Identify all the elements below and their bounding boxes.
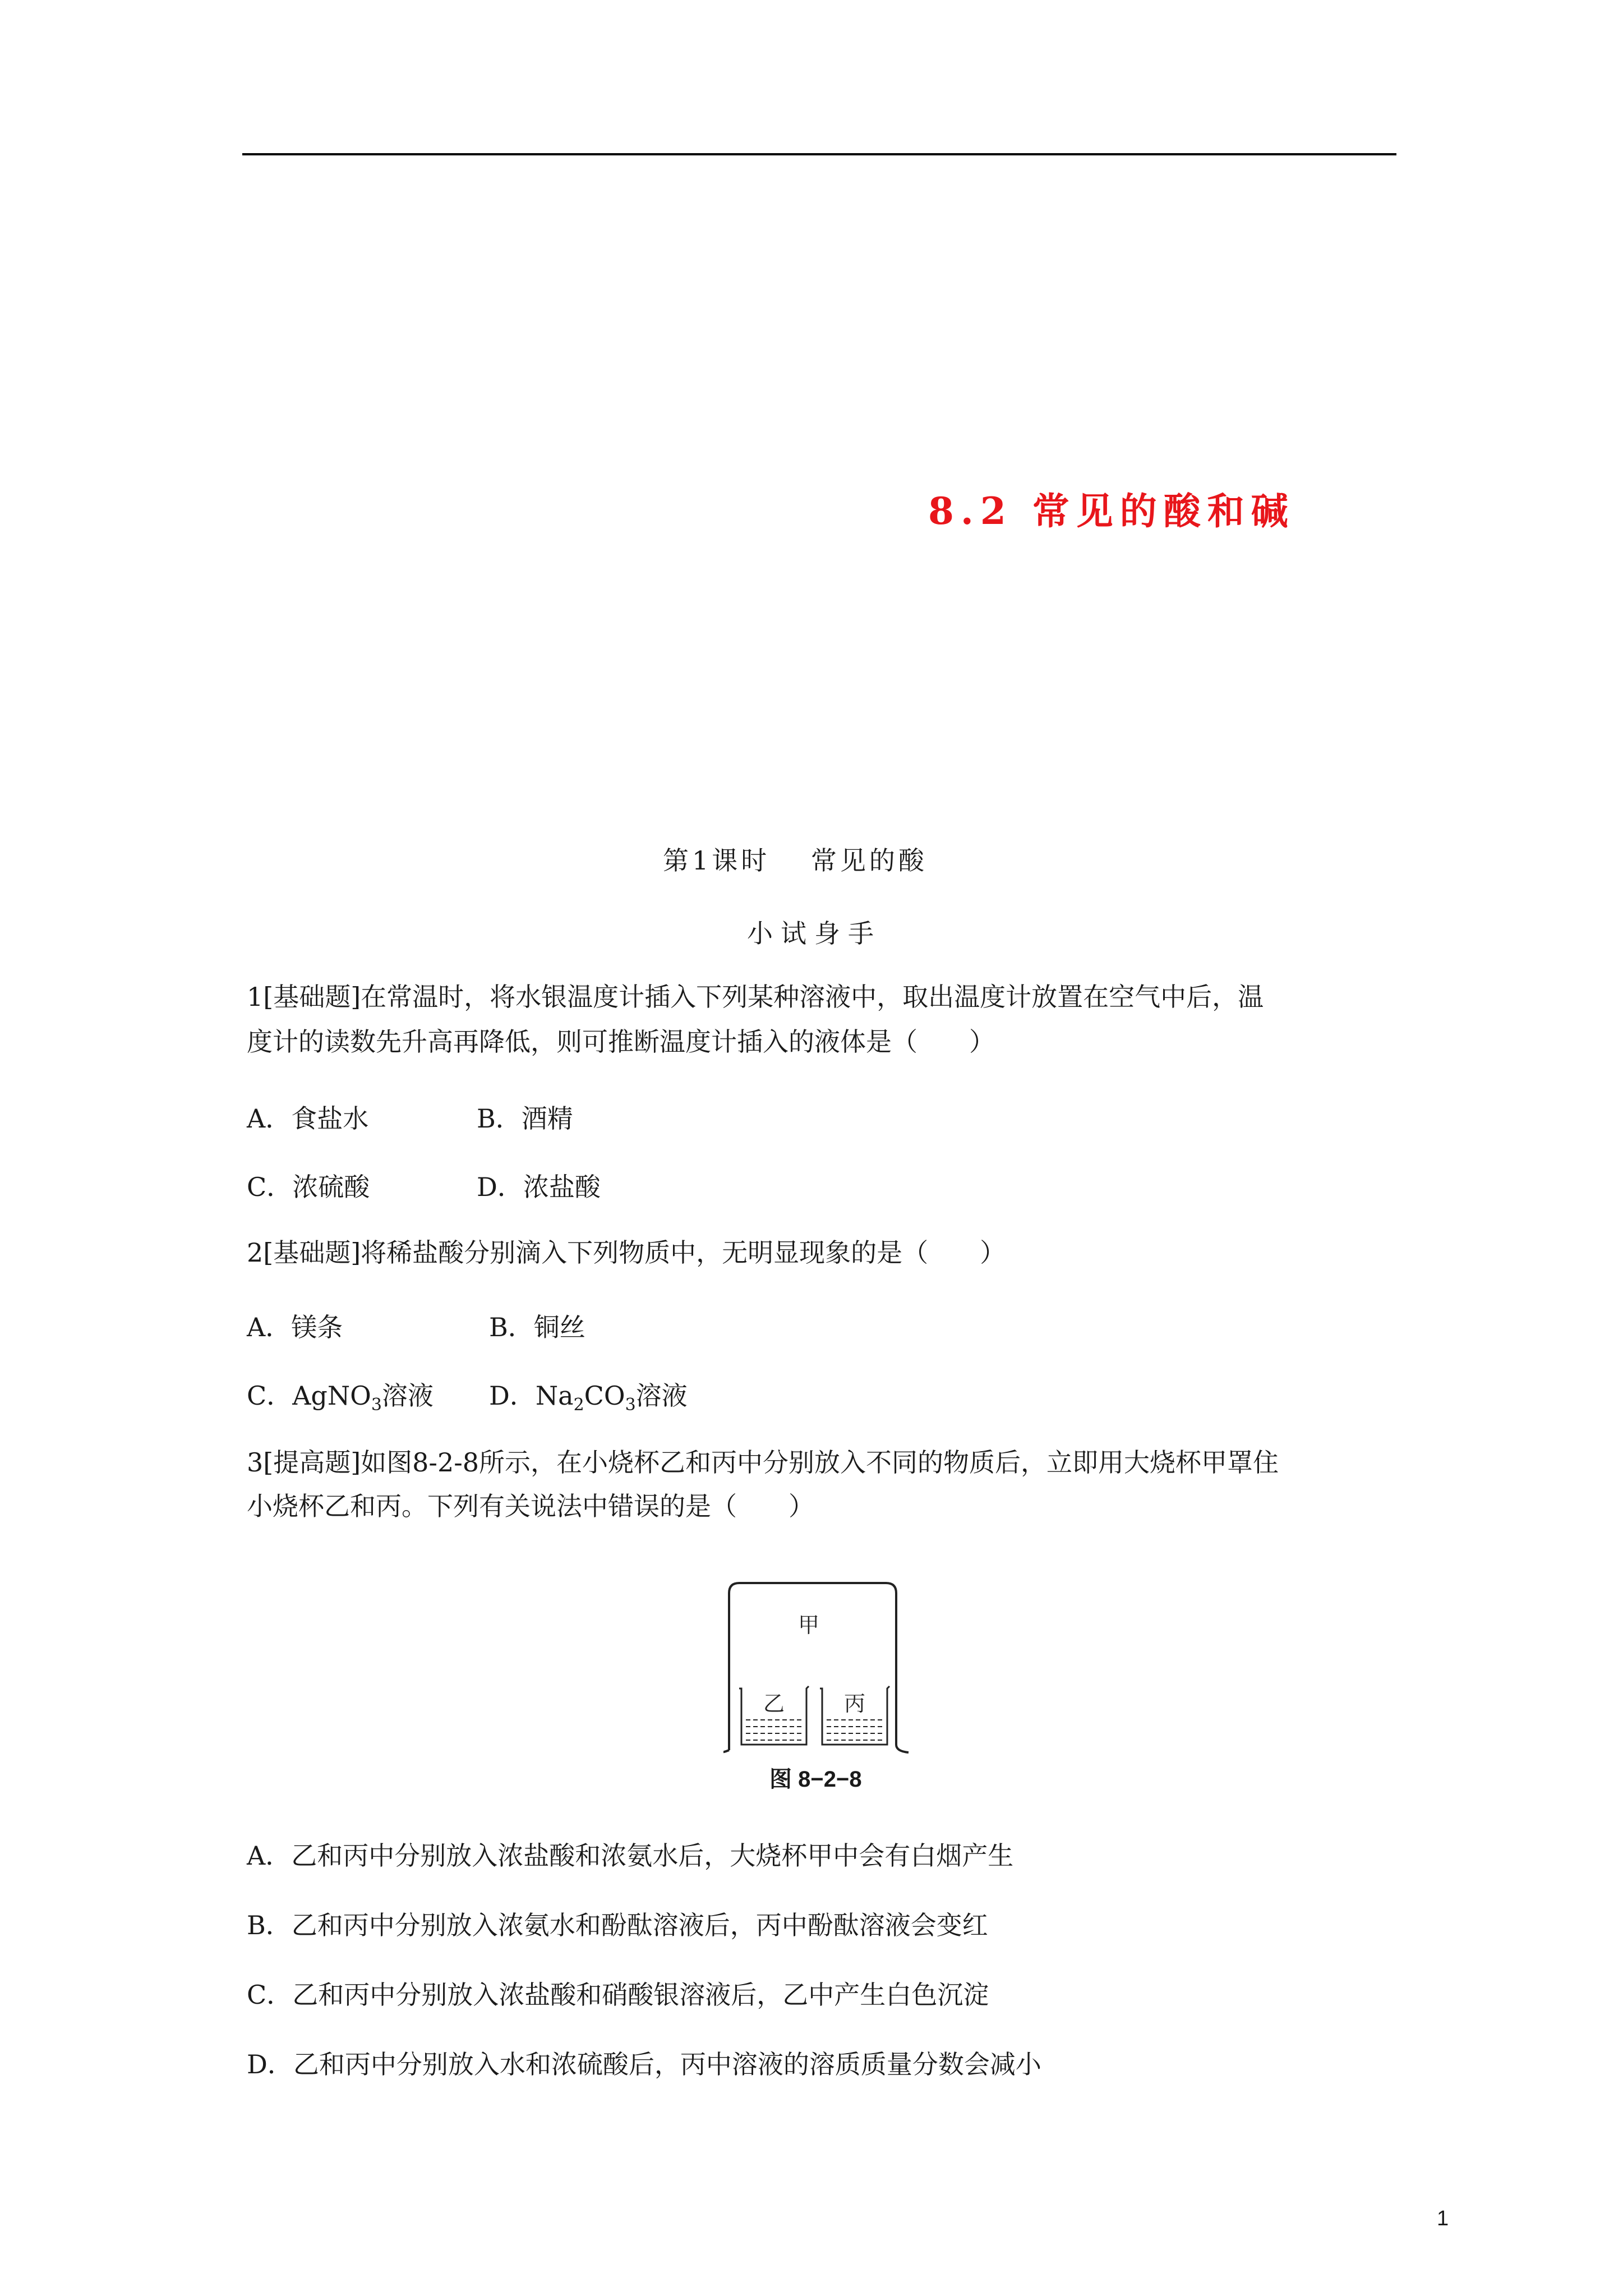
q3-option-d: D．乙和丙中分别放入水和浓硫酸后，丙中溶液的溶质质量分数会减小 <box>247 2049 1041 2079</box>
q1-option-a: A．食盐水 <box>247 1103 369 1134</box>
label-jia: 甲 <box>797 1613 820 1637</box>
beaker-figure <box>723 1576 931 1756</box>
q2-option-d: D．$Na_2CO_3$溶液 <box>489 1381 688 1415</box>
page-number: 1 <box>1437 2207 1449 2230</box>
label-yi: 乙 <box>763 1691 785 1716</box>
q2-option-c: C．AgNO$_3$溶液 <box>247 1381 434 1415</box>
q1-option-c: C．浓硫酸 <box>247 1172 370 1202</box>
q1-option-b: B．酒精 <box>477 1103 573 1134</box>
q3-option-b: B．乙和丙中分别放入浓氨水和酚酞溶液后，丙中酚酞溶液会变红 <box>247 1910 988 1940</box>
chapter-title: 8.2 常见的酸和碱 <box>928 489 1295 533</box>
figure-caption: 图 8−2−8 <box>769 1767 862 1792</box>
label-bing: 丙 <box>843 1691 866 1716</box>
q1-stem-line1: 1[基础题]在常温时，将水银温度计插入下列某种溶液中，取出温度计放置在空气中后，温 <box>247 982 1264 1012</box>
q1-option-d: D．浓盐酸 <box>477 1172 601 1202</box>
section-title: 小试身手 <box>747 918 882 949</box>
q3-stem-line2: 小烧杯乙和丙。下列有关说法中错误的是（ ） <box>247 1491 814 1521</box>
q3-option-a: A．乙和丙中分别放入浓盐酸和浓氨水后，大烧杯甲中会有白烟产生 <box>247 1841 1014 1871</box>
q1-stem-line2: 度计的读数先升高再降低，则可推断温度计插入的液体是（ ） <box>247 1027 995 1057</box>
q2-option-a: A．镁条 <box>247 1312 343 1342</box>
q2-stem: 2[基础题]将稀盐酸分别滴入下列物质中，无明显现象的是（ ） <box>247 1237 1006 1268</box>
q2-option-b: B．铜丝 <box>489 1312 585 1342</box>
header-rule <box>242 153 1396 155</box>
q3-option-c: C．乙和丙中分别放入浓盐酸和硝酸银溶液后，乙中产生白色沉淀 <box>247 1980 989 2010</box>
q3-stem-line1: 3[提高题]如图8-2-8所示，在小烧杯乙和丙中分别放入不同的物质后，立即用大烧杯甲罩住 <box>247 1447 1279 1478</box>
lesson-title: 第1课时 常见的酸 <box>663 845 928 876</box>
